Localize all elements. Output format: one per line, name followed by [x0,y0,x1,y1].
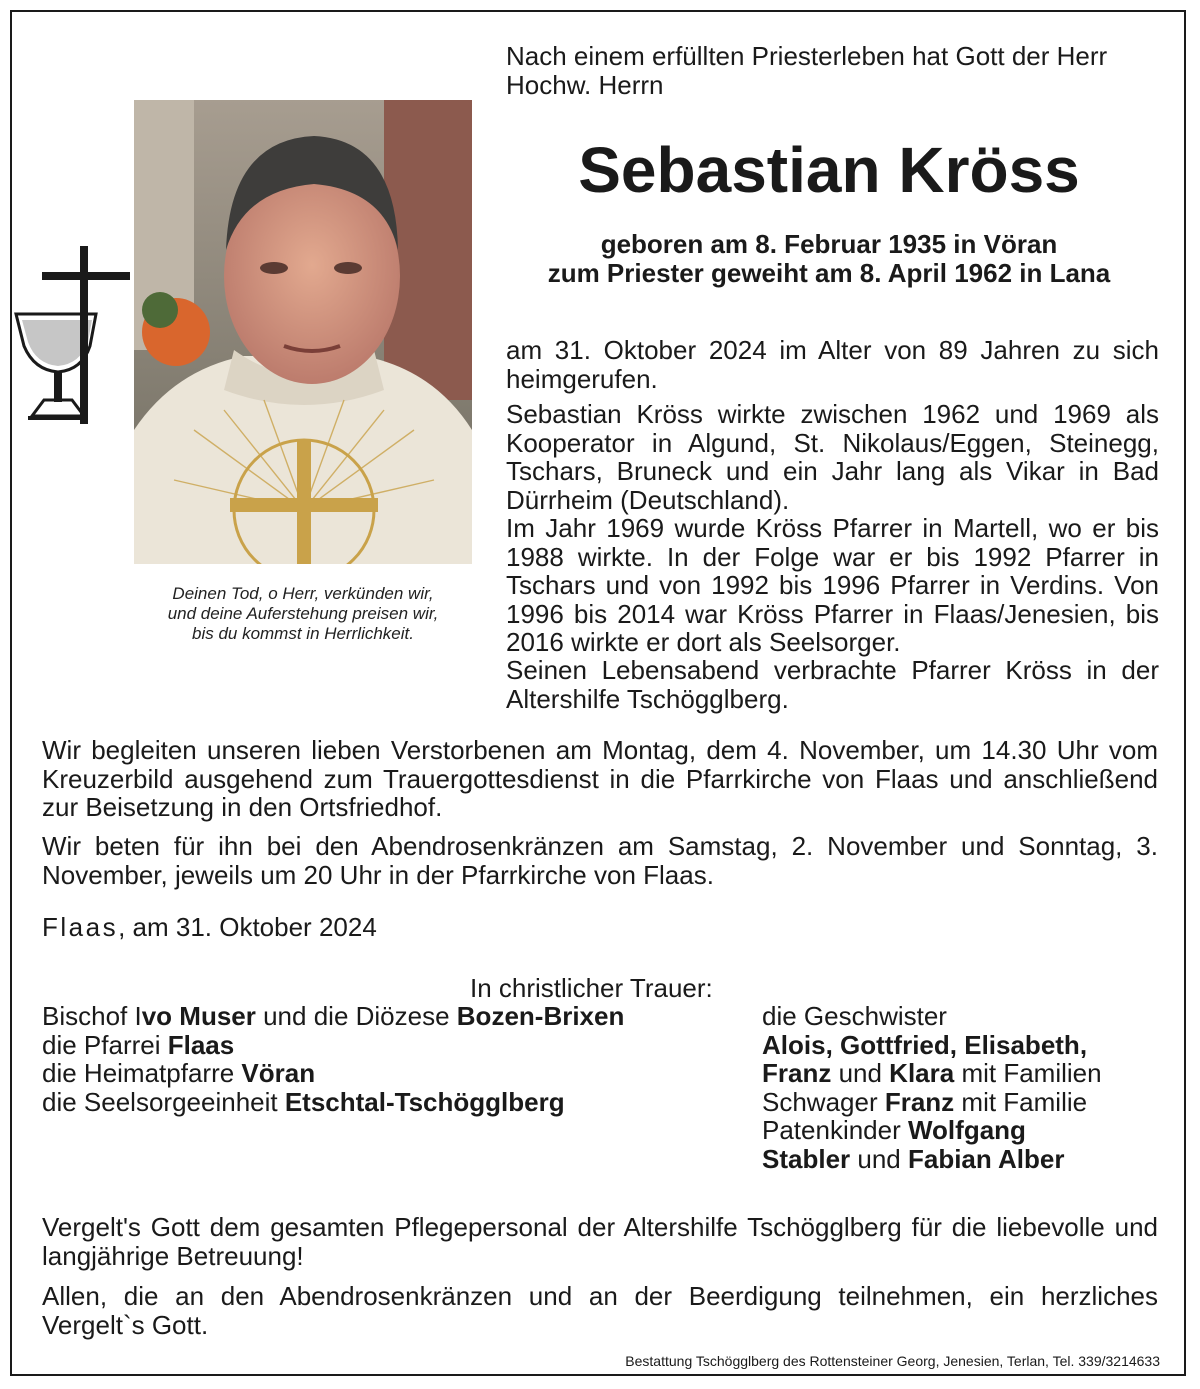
thanks-attendees-text: Allen, die an den Abendrosenkränzen und an der Beerdigung teilnehmen, ein herzliches Vergelt`s Gott. [42,1281,1158,1340]
biography-paragraph: Sebastian Kröss wirkte zwischen 1962 und 1969 als Kooperator in Algund, St. Nikolaus/Eggen, Steinegg, Tschars, Bruneck und ein Jahr lang als Vikar in Bad Dürrheim (Deutschland). [506,399,1159,515]
place-date [42,913,377,942]
life-dates [506,230,1152,287]
biography-paragraph: Seinen Lebensabend verbrachte Pfarrer Kröss in der Altershilfe Tschögglberg. [506,655,1159,714]
signers-right [762,1002,1162,1173]
quote-line: bis du kommst in Herrlichkeit. [191,624,414,643]
notice-date: , am 31. Oktober 2024 [118,912,377,942]
intro-text: Nach einem erfüllten Priesterleben hat Gott der Herr Hochw. Herrn [506,41,1108,100]
signer-line: die Geschwister [762,1001,947,1031]
signer-line: Alois, Gottfried, Elisabeth, [762,1029,1088,1060]
funeral-text: Wir begleiten unseren lieben Verstorbenen am Montag, dem 4. November, um 14.30 Uhr vom Kreuzerbild ausgehend zum Trauergottesdienst in die Pfarrkirche von Flaas und anschließend zur Beisetzung in den Ortsfriedhof. [42,735,1158,822]
funeral-home-footer: Bestattung Tschögglberg des Rottensteiner Georg, Jenesien, Terlan, Tel. 339/3214633 [625,1353,1160,1369]
birth-line: geboren am 8. Februar 1935 in Vöran [600,229,1058,259]
signer-line: die Seelsorgeeinheit Etschtal-Tschögglberg [42,1086,565,1117]
thanks-care-text: Vergelt's Gott dem gesamten Pflegepersonal der Altershilfe Tschögglberg für die liebevolle und langjährige Betreuung! [42,1212,1158,1271]
quote-line: Deinen Tod, o Herr, verkünden wir, [172,584,434,603]
called-home-text: am 31. Oktober 2024 im Alter von 89 Jahren zu sich heimgerufen. [506,335,1159,394]
deceased-name: Sebastian Kröss [578,134,1080,206]
ordination-line: zum Priester geweiht am 8. April 1962 in Lana [547,257,1111,288]
portrait-photo [134,100,472,564]
mourning-title: In christlicher Trauer: [470,973,713,1003]
signers-left [42,1002,722,1116]
signer-line: die Pfarrei Flaas [42,1029,235,1060]
quote-line: und deine Auferstehung preisen wir, [167,604,439,623]
cross-and-chalice-icon [14,246,130,428]
signer-line: Bischof Ivo Muser und die Diözese Bozen-Brixen [42,1001,625,1031]
place-name: Flaas [42,912,119,942]
biography-paragraph: Im Jahr 1969 wurde Kröss Pfarrer in Martell, wo er bis 1988 wirkte. In der Folge war er bis 1992 Pfarrer in Tschars und von 1992 bis 1996 Pfarrer in Verdins. Von 1996 bis 2014 war Kröss Pfarrer in Flaas/Jenesien, bis 2016 wirkte er dort als Seelsorger. [506,513,1159,657]
signer-line: Stabler und Fabian Alber [762,1143,1065,1174]
signer-line: Schwager Franz mit Familie [762,1086,1088,1117]
signer-line: Patenkinder Wolfgang [762,1115,1026,1145]
scripture-quote [134,584,472,644]
signer-line: die Heimatpfarre Vöran [42,1058,316,1088]
rosary-text: Wir beten für ihn bei den Abendrosenkränzen am Samstag, 2. November und Sonntag, 3. November, jeweils um 20 Uhr in der Pfarrkirche von Flaas. [42,831,1158,890]
signer-line: Franz und Klara mit Familien [762,1058,1102,1088]
